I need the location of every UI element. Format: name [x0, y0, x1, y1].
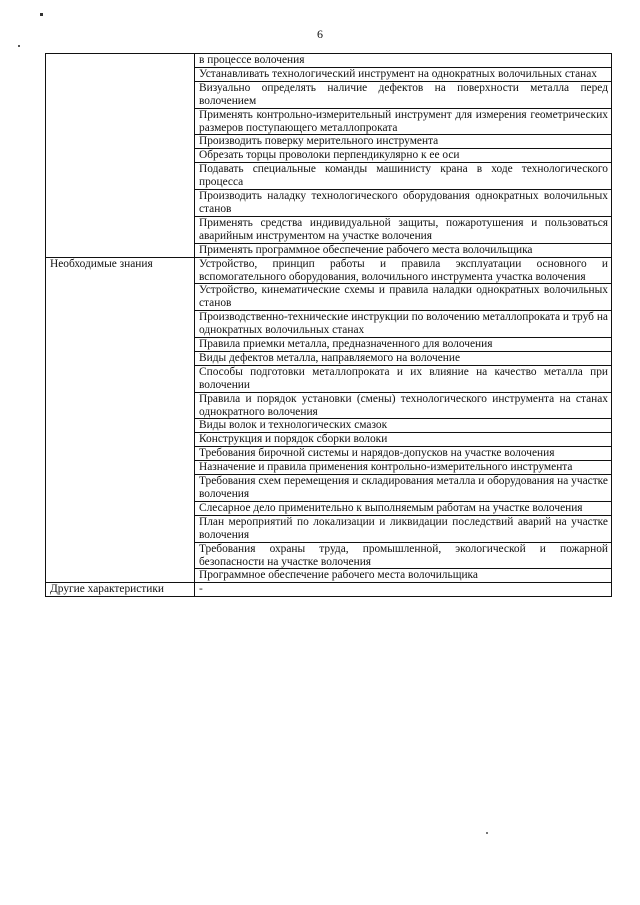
knowledge-item: Слесарное дело применительно к выполняемым работам на участке волочения	[195, 501, 612, 515]
skill-item: Применять средства индивидуальной защиты, пожаротушения и пользоваться аварийным инструментом на участке волочения	[195, 216, 612, 243]
knowledge-item: Требования бирочной системы и нарядов-допусков на участке волочения	[195, 447, 612, 461]
skill-item: Применять программное обеспечение рабочего места волочильщика	[195, 243, 612, 257]
knowledge-item: Требования схем перемещения и складирования металла и оборудования на участке волочения	[195, 475, 612, 502]
skill-item: Визуально определять наличие дефектов на поверхности металла перед волочением	[195, 81, 612, 108]
scan-speck	[486, 832, 488, 834]
skill-item: Применять контрольно-измерительный инструмент для измерения геометрических размеров поступающего металлопроката	[195, 108, 612, 135]
knowledge-item: Виды волок и технологических смазок	[195, 419, 612, 433]
skill-item: Обрезать торцы проволоки перпендикулярно к ее оси	[195, 149, 612, 163]
table-row	[46, 54, 612, 68]
scan-speck	[40, 13, 43, 16]
other-characteristics-label: Другие характеристики	[46, 583, 195, 597]
knowledge-item: Назначение и правила применения контрольно-измерительного инструмента	[195, 461, 612, 475]
knowledge-item: План мероприятий по локализации и ликвидации последствий аварий на участке волочения	[195, 515, 612, 542]
knowledge-item: Программное обеспечение рабочего места волочильщика	[195, 569, 612, 583]
skills-label-cell	[46, 54, 195, 258]
knowledge-item: Виды дефектов металла, направляемого на волочение	[195, 351, 612, 365]
knowledge-item: Правила приемки металла, предназначенного для волочения	[195, 338, 612, 352]
table-row	[46, 583, 612, 597]
skill-item: Устанавливать технологический инструмент на однократных волочильных станах	[195, 67, 612, 81]
knowledge-label: Необходимые знания	[46, 257, 195, 583]
knowledge-item: Устройство, кинематические схемы и правила наладки однократных волочильных станов	[195, 284, 612, 311]
skill-item: в процессе волочения	[195, 54, 612, 68]
page-number: 6	[317, 27, 323, 41]
knowledge-item: Конструкция и порядок сборки волоки	[195, 433, 612, 447]
skill-item: Подавать специальные команды машинисту крана в ходе технологического процесса	[195, 163, 612, 190]
other-characteristics-value: -	[195, 583, 612, 597]
knowledge-item: Способы подготовки металлопроката и их влияние на качество металла при волочении	[195, 365, 612, 392]
skill-item: Производить наладку технологического оборудования однократных волочильных станов	[195, 190, 612, 217]
scan-speck	[18, 45, 20, 47]
knowledge-item: Правила и порядок установки (смены) технологического инструмента на станах однократного волочения	[195, 392, 612, 419]
table-row	[46, 257, 612, 284]
knowledge-item: Устройство, принцип работы и правила эксплуатации основного и вспомогательного оборудования, волочильного инструмента участка волочения	[195, 257, 612, 284]
knowledge-item: Требования охраны труда, промышленной, экологической и пожарной безопасности на участке волочения	[195, 542, 612, 569]
requirements-table	[45, 53, 612, 597]
skill-item: Производить поверку мерительного инструмента	[195, 135, 612, 149]
knowledge-item: Производственно-технические инструкции по волочению металлопроката и труб на однократных волочильных станах	[195, 311, 612, 338]
